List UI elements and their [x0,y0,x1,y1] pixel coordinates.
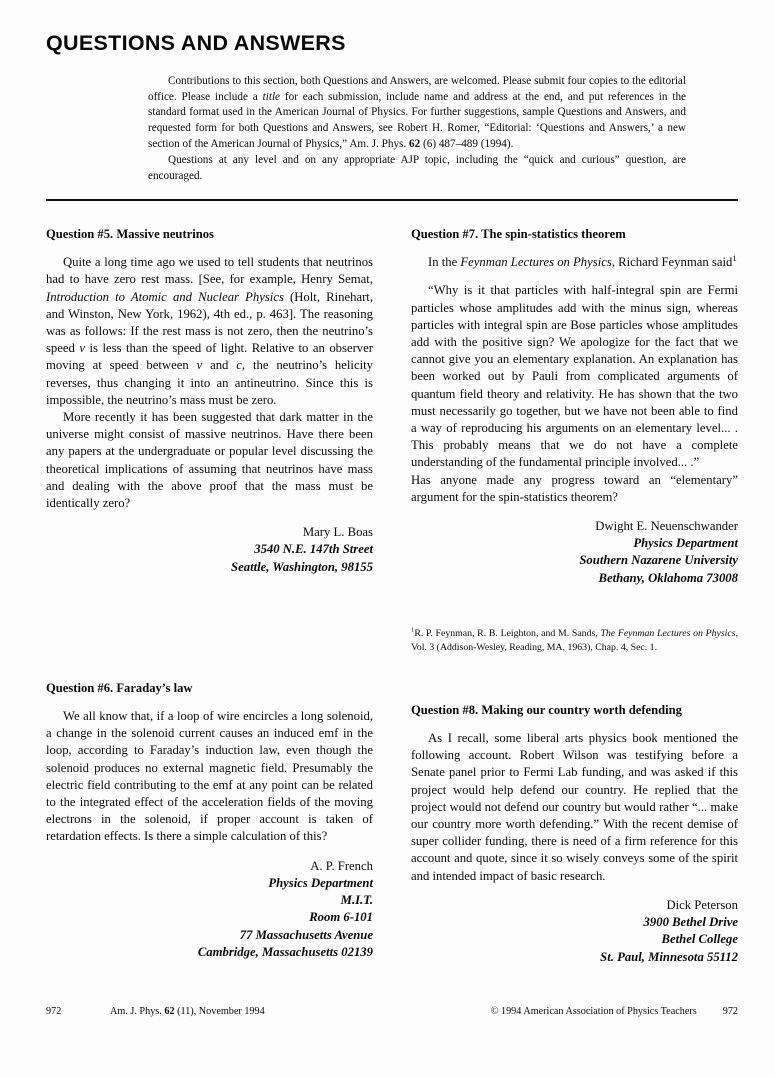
question-6-heading: Question #6. Faraday’s law [46,680,193,695]
q5-book-title: Introduction to Atomic and Nuclear Physics [46,289,284,304]
q6-address-line-3: Room 6-101 [309,910,373,925]
q6-author-name: A. P. French [310,858,373,873]
q7-book-title: Feynman Lectures on Physics [460,255,612,270]
q8-author-name: Dick Peterson [666,897,738,912]
question-8-heading: Question #8. Making our country worth defending [411,702,682,717]
column-left-upper [46,227,373,655]
footer-page-number-left: 972 [46,1006,62,1017]
question-5-heading: Question #5. Massive neutrinos [46,226,214,241]
column-left-lower [46,681,373,966]
question-7-footnote [411,627,738,655]
q8-address-line-3: St. Paul, Minnesota 55112 [600,949,738,964]
q5-author-name: Mary L. Boas [302,525,373,540]
q7-address-line-3: Bethany, Oklahoma 73008 [598,570,738,585]
footer-journal-name: Am. J. Phys. [110,1006,165,1017]
footnote-book-title: The Feynman Lectures on Physics [600,628,736,639]
footer-journal-issue-date: (11), November 1994 [174,1006,265,1017]
masthead-paragraph-2: Questions at any level and on any appropriate AJP topic, including the “quick and curious” question, are encouraged. [148,154,686,183]
q5-symbol-c: c [236,358,242,373]
masthead-p1-text-a: Contributions to this section, both Questions and Answers, are welcomed. Please submit four copies to the editorial office. Please include a [148,74,686,103]
upper-columns [46,227,738,655]
q6-address-line-2: M.I.T. [340,893,373,908]
masthead-p1-text-b: for each submission, include name and address at the end, and put references in the standard format used in the American Journal of Physics. For further suggestions, sample Questions and Answers, and requested form for both Questions and Answers, see Robert H. Romer, “Editorial: ‘Questions and Answers,’ a new section of the American Journal of Physics,” Am. J. Phys. [148,90,687,151]
q7-address-line-1: Physics Department [633,536,738,551]
masthead-divider [46,199,738,201]
footnote-marker: 1 [411,626,415,634]
q7-p1-a: In the [428,255,461,270]
q8-address-line-1: 3900 Bethel Drive [643,915,738,930]
q5-p1-c: is less than the speed of light. Relative to an observer moving at speed between [46,341,374,373]
column-right-upper [411,227,738,655]
q5-address-line-2: Seattle, Washington, 98155 [231,559,373,574]
question-6-paragraph-1: We all know that, if a loop of wire encircles a long solenoid, a change in the solenoid current causes an induced emf in the loop, according to Faraday’s induction law, even though the solenoid produces no external magnetic field. Presumably the electric field contributing to the emf at any point can be related to the integrated effect of the acceleration fields of the moving electrons in the solenoid, if proper account is taken of retardation effects. Is there a simple calculation of this? [46,708,373,844]
q5-p1-a: Quite a long time ago we used to tell students that neutrinos had to have zero rest mass. [See, for example, Henry Semat, [46,255,373,287]
footer-right-group [491,1006,738,1018]
q7-p1-b: , Richard Feynman said [611,255,733,270]
page-content [46,32,738,966]
q6-address-line-4: 77 Massachusetts Avenue [239,927,373,942]
question-7-paragraph-1 [411,254,738,271]
q7-author-name: Dwight E. Neuenschwander [595,518,738,533]
masthead-paragraph-1 [148,74,686,154]
question-5-paragraph-1 [46,254,373,409]
footer-journal-volume: 62 [164,1006,175,1017]
q6-address-line-1: Physics Department [268,875,373,890]
q8-address-line-2: Bethel College [661,932,738,947]
footer-copyright: © 1994 American Association of Physics Teachers [490,1006,697,1017]
lower-columns [46,681,738,966]
q7-address-line-2: Southern Nazarene University [579,553,738,568]
masthead-note [148,74,686,185]
question-5-signature [46,524,373,576]
question-7-quotation: “Why is it that particles with half-integral spin are Fermi particles whose amplitudes add with the minus sign, whereas particles with integral spin are Bose particles whose amplitudes add with the positive sign? We apologize for the fact that we cannot give you an elementary explanation. An explanation has been worked out by Pauli from complicated arguments of quantum field theory and relativity. He has shown that the two must necessarily go together, but we have not been able to find a way of reproducing his arguments on an elementary level... . This probably means that we do not have a complete understanding of the fundamental principle involved... .” [411,283,738,470]
q5-p1-b: (Holt, Rinehart, and Winston, New York, 1962), 4th ed., p. 463]. The reasoning was as follows: If the rest mass is not zero, then the neutrino’s speed [46,289,373,356]
question-7-heading: Question #7. The spin-statistics theorem [411,226,626,241]
footer-journal-citation [110,1006,265,1018]
q5-symbol-v2: v [196,358,203,373]
masthead-volume: 62 [409,138,421,151]
q5-p1-d: and [202,358,237,373]
q5-p1-e: , the neutrino’s helicity reverses, thus changing it into an antineutrino. Since this is impossible, the neutrino’s mass must be zero. [46,358,373,407]
footer-page-number-right: 972 [722,1006,738,1017]
page-footer [46,1006,738,1018]
footnote-text-b: , Vol. 3 (Addison-Wesley, Reading, MA, 1963), Chap. 4, Sec. 1. [411,628,739,653]
question-6-signature [46,858,373,962]
masthead-title-word: title [262,90,281,103]
question-7-paragraph-3: Has anyone made any progress toward an “elementary” argument for the spin-statistics theorem? [411,472,738,504]
question-7-signature [411,518,738,587]
footer-left-group [46,1006,265,1018]
column-right-lower [411,681,738,966]
q6-address-line-5: Cambridge, Massachusetts 02139 [197,944,373,959]
footnote-text-a: R. P. Feynman, R. B. Leighton, and M. Sands, [414,628,601,639]
question-8-paragraph-1: As I recall, some liberal arts physics book mentioned the following account. Robert Wilson was testifying before a Senate panel prior to Fermi Lab funding, and was asked if this project would help defend our country. He replied that the project would not defend our country but would rather “... make our country more worth defending.” With the recent demise of super collider funding, there is need of a firm reference for this account and quote, since it so wisely conveys some of the spirit and intended impact of basic research. [411,730,738,883]
q5-symbol-v1: v [79,341,86,356]
masthead-p1-text-c: (6) 487–489 (1994). [420,138,514,151]
question-8-signature [411,897,738,966]
section-title: QUESTIONS AND ANSWERS [46,31,346,55]
q7-footnote-marker: 1 [732,252,737,263]
question-5-paragraph-2: More recently it has been suggested that dark matter in the universe might consist of massive neutrinos. Have there been any papers at the undergraduate or popular level discussing the theoretical implications of assuming that neutrinos have mass and dealing with the above proof that the mass must be identically zero? [46,409,373,510]
q5-address-line-1: 3540 N.E. 147th Street [254,542,373,557]
